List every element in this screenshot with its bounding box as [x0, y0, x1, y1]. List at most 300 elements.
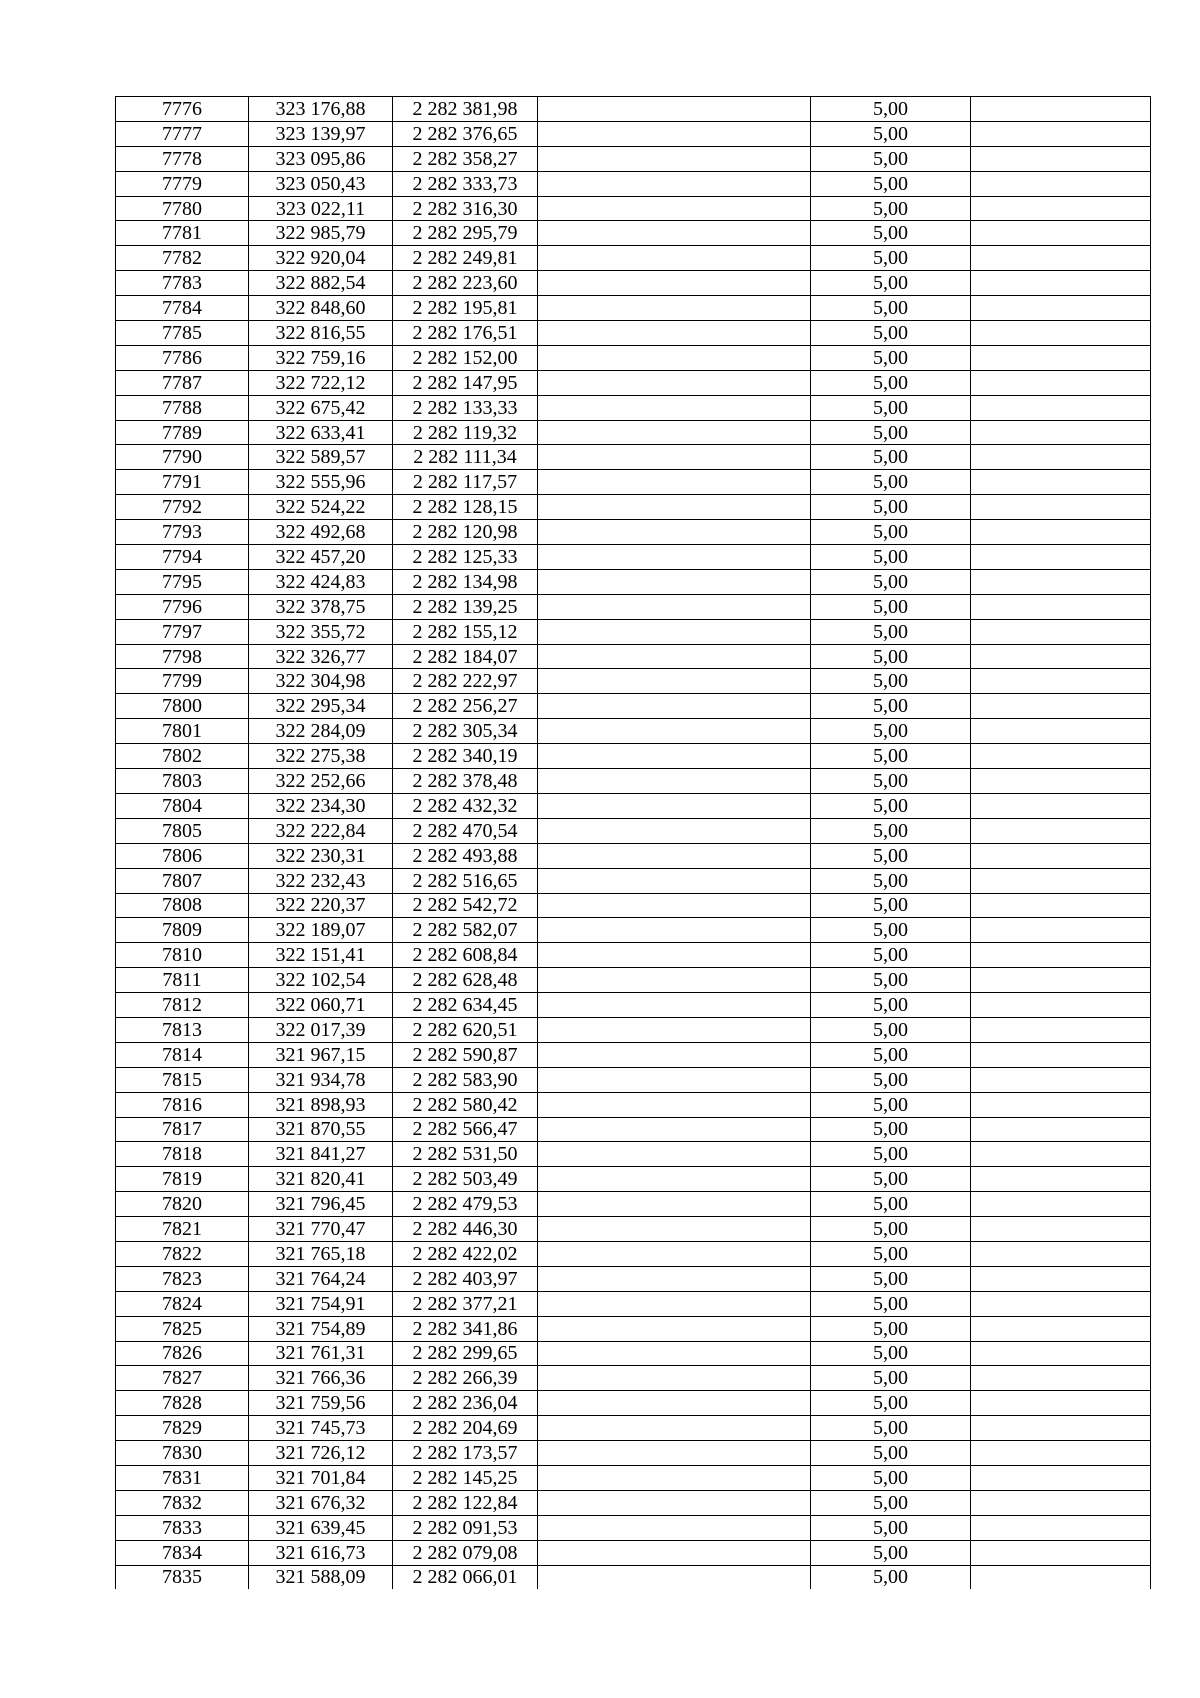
point-number-cell: 7825: [116, 1316, 249, 1341]
value-cell: 5,00: [811, 1391, 971, 1416]
value-cell: 5,00: [811, 221, 971, 246]
point-number-cell: 7823: [116, 1266, 249, 1291]
empty-cell: [971, 196, 1151, 221]
y-coordinate-cell: 2 282 133,33: [393, 395, 538, 420]
value-cell: 5,00: [811, 1341, 971, 1366]
table-row: [116, 221, 1151, 246]
value-cell: 5,00: [811, 619, 971, 644]
empty-cell: [971, 1291, 1151, 1316]
x-coordinate-cell: 321 766,36: [249, 1366, 393, 1391]
value-cell: 5,00: [811, 1192, 971, 1217]
empty-cell: [971, 1515, 1151, 1540]
table-row: [116, 121, 1151, 146]
empty-cell: [971, 221, 1151, 246]
x-coordinate-cell: 322 920,04: [249, 246, 393, 271]
coordinates-table-body: [116, 97, 1151, 1590]
empty-cell: [971, 1217, 1151, 1242]
value-cell: 5,00: [811, 171, 971, 196]
y-coordinate-cell: 2 282 066,01: [393, 1565, 538, 1589]
empty-cell: [971, 843, 1151, 868]
x-coordinate-cell: 322 252,66: [249, 769, 393, 794]
empty-cell: [971, 968, 1151, 993]
value-cell: 5,00: [811, 1266, 971, 1291]
empty-cell: [538, 221, 811, 246]
empty-cell: [538, 1291, 811, 1316]
empty-cell: [971, 495, 1151, 520]
value-cell: 5,00: [811, 1142, 971, 1167]
value-cell: 5,00: [811, 420, 971, 445]
table-row: [116, 793, 1151, 818]
y-coordinate-cell: 2 282 305,34: [393, 719, 538, 744]
y-coordinate-cell: 2 282 139,25: [393, 594, 538, 619]
point-number-cell: 7818: [116, 1142, 249, 1167]
y-coordinate-cell: 2 282 377,21: [393, 1291, 538, 1316]
point-number-cell: 7776: [116, 97, 249, 122]
value-cell: 5,00: [811, 445, 971, 470]
point-number-cell: 7831: [116, 1465, 249, 1490]
empty-cell: [538, 1092, 811, 1117]
y-coordinate-cell: 2 282 079,08: [393, 1540, 538, 1565]
y-coordinate-cell: 2 282 628,48: [393, 968, 538, 993]
empty-cell: [971, 1042, 1151, 1067]
y-coordinate-cell: 2 282 590,87: [393, 1042, 538, 1067]
x-coordinate-cell: 322 189,07: [249, 918, 393, 943]
value-cell: 5,00: [811, 868, 971, 893]
x-coordinate-cell: 323 095,86: [249, 146, 393, 171]
table-row: [116, 1291, 1151, 1316]
table-row: [116, 619, 1151, 644]
empty-cell: [538, 495, 811, 520]
y-coordinate-cell: 2 282 493,88: [393, 843, 538, 868]
table-row: [116, 1142, 1151, 1167]
y-coordinate-cell: 2 282 479,53: [393, 1192, 538, 1217]
y-coordinate-cell: 2 282 583,90: [393, 1067, 538, 1092]
table-row: [116, 97, 1151, 122]
empty-cell: [971, 1316, 1151, 1341]
table-row: [116, 594, 1151, 619]
x-coordinate-cell: 322 326,77: [249, 644, 393, 669]
x-coordinate-cell: 322 060,71: [249, 993, 393, 1018]
empty-cell: [971, 1092, 1151, 1117]
x-coordinate-cell: 321 676,32: [249, 1490, 393, 1515]
y-coordinate-cell: 2 282 378,48: [393, 769, 538, 794]
empty-cell: [538, 594, 811, 619]
empty-cell: [538, 545, 811, 570]
x-coordinate-cell: 321 754,91: [249, 1291, 393, 1316]
point-number-cell: 7826: [116, 1341, 249, 1366]
x-coordinate-cell: 321 870,55: [249, 1117, 393, 1142]
empty-cell: [538, 1266, 811, 1291]
empty-cell: [538, 420, 811, 445]
x-coordinate-cell: 321 934,78: [249, 1067, 393, 1092]
point-number-cell: 7797: [116, 619, 249, 644]
table-row: [116, 1092, 1151, 1117]
point-number-cell: 7777: [116, 121, 249, 146]
y-coordinate-cell: 2 282 111,34: [393, 445, 538, 470]
table-row: [116, 943, 1151, 968]
empty-cell: [971, 370, 1151, 395]
point-number-cell: 7827: [116, 1366, 249, 1391]
y-coordinate-cell: 2 282 446,30: [393, 1217, 538, 1242]
empty-cell: [538, 694, 811, 719]
value-cell: 5,00: [811, 644, 971, 669]
table-row: [116, 918, 1151, 943]
empty-cell: [538, 296, 811, 321]
x-coordinate-cell: 321 701,84: [249, 1465, 393, 1490]
x-coordinate-cell: 322 492,68: [249, 520, 393, 545]
x-coordinate-cell: 322 524,22: [249, 495, 393, 520]
x-coordinate-cell: 321 820,41: [249, 1167, 393, 1192]
empty-cell: [538, 744, 811, 769]
empty-cell: [971, 246, 1151, 271]
value-cell: 5,00: [811, 1416, 971, 1441]
y-coordinate-cell: 2 282 358,27: [393, 146, 538, 171]
empty-cell: [971, 97, 1151, 122]
value-cell: 5,00: [811, 1217, 971, 1242]
table-row: [116, 993, 1151, 1018]
table-row: [116, 495, 1151, 520]
table-row: [116, 545, 1151, 570]
value-cell: 5,00: [811, 1167, 971, 1192]
y-coordinate-cell: 2 282 432,32: [393, 793, 538, 818]
table-row: [116, 271, 1151, 296]
empty-cell: [971, 719, 1151, 744]
empty-cell: [971, 1416, 1151, 1441]
point-number-cell: 7830: [116, 1441, 249, 1466]
value-cell: 5,00: [811, 968, 971, 993]
y-coordinate-cell: 2 282 134,98: [393, 569, 538, 594]
point-number-cell: 7819: [116, 1167, 249, 1192]
table-row: [116, 1067, 1151, 1092]
value-cell: 5,00: [811, 1515, 971, 1540]
table-row: [116, 744, 1151, 769]
table-row: [116, 968, 1151, 993]
y-coordinate-cell: 2 282 316,30: [393, 196, 538, 221]
value-cell: 5,00: [811, 495, 971, 520]
coordinates-table: [115, 96, 1151, 1589]
point-number-cell: 7801: [116, 719, 249, 744]
empty-cell: [538, 121, 811, 146]
table-row: [116, 893, 1151, 918]
empty-cell: [538, 669, 811, 694]
x-coordinate-cell: 322 017,39: [249, 1017, 393, 1042]
empty-cell: [971, 1017, 1151, 1042]
x-coordinate-cell: 322 220,37: [249, 893, 393, 918]
y-coordinate-cell: 2 282 608,84: [393, 943, 538, 968]
value-cell: 5,00: [811, 818, 971, 843]
value-cell: 5,00: [811, 121, 971, 146]
value-cell: 5,00: [811, 1441, 971, 1466]
y-coordinate-cell: 2 282 091,53: [393, 1515, 538, 1540]
empty-cell: [971, 1341, 1151, 1366]
y-coordinate-cell: 2 282 503,49: [393, 1167, 538, 1192]
point-number-cell: 7811: [116, 968, 249, 993]
value-cell: 5,00: [811, 1316, 971, 1341]
value-cell: 5,00: [811, 1117, 971, 1142]
table-row: [116, 321, 1151, 346]
point-number-cell: 7817: [116, 1117, 249, 1142]
y-coordinate-cell: 2 282 117,57: [393, 470, 538, 495]
empty-cell: [971, 1490, 1151, 1515]
value-cell: 5,00: [811, 793, 971, 818]
empty-cell: [971, 1540, 1151, 1565]
point-number-cell: 7791: [116, 470, 249, 495]
x-coordinate-cell: 322 848,60: [249, 296, 393, 321]
empty-cell: [538, 1490, 811, 1515]
y-coordinate-cell: 2 282 422,02: [393, 1241, 538, 1266]
x-coordinate-cell: 321 745,73: [249, 1416, 393, 1441]
point-number-cell: 7793: [116, 520, 249, 545]
table-row: [116, 1490, 1151, 1515]
y-coordinate-cell: 2 282 122,84: [393, 1490, 538, 1515]
empty-cell: [971, 644, 1151, 669]
value-cell: 5,00: [811, 594, 971, 619]
table-row: [116, 818, 1151, 843]
value-cell: 5,00: [811, 993, 971, 1018]
point-number-cell: 7786: [116, 345, 249, 370]
point-number-cell: 7820: [116, 1192, 249, 1217]
empty-cell: [538, 1017, 811, 1042]
x-coordinate-cell: 321 764,24: [249, 1266, 393, 1291]
table-row: [116, 470, 1151, 495]
value-cell: 5,00: [811, 943, 971, 968]
empty-cell: [538, 345, 811, 370]
empty-cell: [538, 196, 811, 221]
point-number-cell: 7821: [116, 1217, 249, 1242]
x-coordinate-cell: 322 295,34: [249, 694, 393, 719]
table-row: [116, 1341, 1151, 1366]
empty-cell: [971, 1241, 1151, 1266]
empty-cell: [538, 968, 811, 993]
x-coordinate-cell: 322 985,79: [249, 221, 393, 246]
empty-cell: [538, 1416, 811, 1441]
point-number-cell: 7806: [116, 843, 249, 868]
x-coordinate-cell: 322 304,98: [249, 669, 393, 694]
y-coordinate-cell: 2 282 634,45: [393, 993, 538, 1018]
y-coordinate-cell: 2 282 152,00: [393, 345, 538, 370]
empty-cell: [538, 644, 811, 669]
value-cell: 5,00: [811, 345, 971, 370]
empty-cell: [538, 470, 811, 495]
empty-cell: [971, 669, 1151, 694]
empty-cell: [971, 420, 1151, 445]
empty-cell: [971, 569, 1151, 594]
empty-cell: [538, 1565, 811, 1589]
x-coordinate-cell: 321 796,45: [249, 1192, 393, 1217]
x-coordinate-cell: 322 457,20: [249, 545, 393, 570]
table-row: [116, 520, 1151, 545]
empty-cell: [538, 271, 811, 296]
empty-cell: [538, 321, 811, 346]
y-coordinate-cell: 2 282 566,47: [393, 1117, 538, 1142]
x-coordinate-cell: 322 102,54: [249, 968, 393, 993]
table-row: [116, 868, 1151, 893]
empty-cell: [971, 868, 1151, 893]
y-coordinate-cell: 2 282 145,25: [393, 1465, 538, 1490]
value-cell: 5,00: [811, 694, 971, 719]
x-coordinate-cell: 322 234,30: [249, 793, 393, 818]
point-number-cell: 7785: [116, 321, 249, 346]
point-number-cell: 7805: [116, 818, 249, 843]
empty-cell: [971, 993, 1151, 1018]
x-coordinate-cell: 322 633,41: [249, 420, 393, 445]
empty-cell: [538, 370, 811, 395]
table-row: [116, 1241, 1151, 1266]
empty-cell: [971, 769, 1151, 794]
point-number-cell: 7803: [116, 769, 249, 794]
x-coordinate-cell: 322 816,55: [249, 321, 393, 346]
empty-cell: [538, 246, 811, 271]
y-coordinate-cell: 2 282 125,33: [393, 545, 538, 570]
empty-cell: [538, 1142, 811, 1167]
x-coordinate-cell: 322 355,72: [249, 619, 393, 644]
point-number-cell: 7828: [116, 1391, 249, 1416]
empty-cell: [971, 619, 1151, 644]
empty-cell: [971, 1067, 1151, 1092]
x-coordinate-cell: 322 589,57: [249, 445, 393, 470]
table-row: [116, 345, 1151, 370]
empty-cell: [971, 793, 1151, 818]
table-row: [116, 694, 1151, 719]
empty-cell: [971, 1117, 1151, 1142]
empty-cell: [971, 594, 1151, 619]
table-row: [116, 1217, 1151, 1242]
x-coordinate-cell: 321 754,89: [249, 1316, 393, 1341]
y-coordinate-cell: 2 282 381,98: [393, 97, 538, 122]
empty-cell: [971, 321, 1151, 346]
empty-cell: [971, 744, 1151, 769]
y-coordinate-cell: 2 282 620,51: [393, 1017, 538, 1042]
value-cell: 5,00: [811, 1540, 971, 1565]
y-coordinate-cell: 2 282 295,79: [393, 221, 538, 246]
value-cell: 5,00: [811, 146, 971, 171]
empty-cell: [971, 296, 1151, 321]
x-coordinate-cell: 322 151,41: [249, 943, 393, 968]
x-coordinate-cell: 322 555,96: [249, 470, 393, 495]
y-coordinate-cell: 2 282 333,73: [393, 171, 538, 196]
empty-cell: [971, 1465, 1151, 1490]
x-coordinate-cell: 321 761,31: [249, 1341, 393, 1366]
empty-cell: [538, 445, 811, 470]
x-coordinate-cell: 322 230,31: [249, 843, 393, 868]
value-cell: 5,00: [811, 395, 971, 420]
value-cell: 5,00: [811, 97, 971, 122]
y-coordinate-cell: 2 282 531,50: [393, 1142, 538, 1167]
table-row: [116, 1117, 1151, 1142]
point-number-cell: 7783: [116, 271, 249, 296]
x-coordinate-cell: 323 022,11: [249, 196, 393, 221]
table-row: [116, 395, 1151, 420]
empty-cell: [971, 1391, 1151, 1416]
y-coordinate-cell: 2 282 176,51: [393, 321, 538, 346]
empty-cell: [538, 893, 811, 918]
y-coordinate-cell: 2 282 376,65: [393, 121, 538, 146]
point-number-cell: 7808: [116, 893, 249, 918]
y-coordinate-cell: 2 282 582,07: [393, 918, 538, 943]
empty-cell: [971, 893, 1151, 918]
empty-cell: [971, 818, 1151, 843]
y-coordinate-cell: 2 282 147,95: [393, 370, 538, 395]
empty-cell: [971, 345, 1151, 370]
value-cell: 5,00: [811, 520, 971, 545]
value-cell: 5,00: [811, 246, 971, 271]
x-coordinate-cell: 322 759,16: [249, 345, 393, 370]
x-coordinate-cell: 321 726,12: [249, 1441, 393, 1466]
value-cell: 5,00: [811, 1465, 971, 1490]
point-number-cell: 7782: [116, 246, 249, 271]
empty-cell: [538, 818, 811, 843]
x-coordinate-cell: 323 139,97: [249, 121, 393, 146]
empty-cell: [538, 395, 811, 420]
empty-cell: [971, 1266, 1151, 1291]
value-cell: 5,00: [811, 370, 971, 395]
x-coordinate-cell: 323 050,43: [249, 171, 393, 196]
empty-cell: [538, 146, 811, 171]
point-number-cell: 7812: [116, 993, 249, 1018]
y-coordinate-cell: 2 282 128,15: [393, 495, 538, 520]
point-number-cell: 7779: [116, 171, 249, 196]
value-cell: 5,00: [811, 296, 971, 321]
value-cell: 5,00: [811, 321, 971, 346]
value-cell: 5,00: [811, 669, 971, 694]
table-row: [116, 669, 1151, 694]
point-number-cell: 7832: [116, 1490, 249, 1515]
x-coordinate-cell: 321 841,27: [249, 1142, 393, 1167]
y-coordinate-cell: 2 282 249,81: [393, 246, 538, 271]
value-cell: 5,00: [811, 719, 971, 744]
empty-cell: [971, 1441, 1151, 1466]
empty-cell: [538, 1391, 811, 1416]
empty-cell: [538, 1192, 811, 1217]
point-number-cell: 7792: [116, 495, 249, 520]
table-row: [116, 146, 1151, 171]
y-coordinate-cell: 2 282 266,39: [393, 1366, 538, 1391]
empty-cell: [538, 1117, 811, 1142]
table-row: [116, 1042, 1151, 1067]
empty-cell: [971, 918, 1151, 943]
y-coordinate-cell: 2 282 256,27: [393, 694, 538, 719]
table-row: [116, 420, 1151, 445]
empty-cell: [538, 569, 811, 594]
empty-cell: [971, 1366, 1151, 1391]
y-coordinate-cell: 2 282 195,81: [393, 296, 538, 321]
table-row: [116, 1266, 1151, 1291]
table-row: [116, 719, 1151, 744]
x-coordinate-cell: 322 275,38: [249, 744, 393, 769]
empty-cell: [971, 1565, 1151, 1589]
value-cell: 5,00: [811, 470, 971, 495]
x-coordinate-cell: 322 882,54: [249, 271, 393, 296]
x-coordinate-cell: 321 967,15: [249, 1042, 393, 1067]
point-number-cell: 7814: [116, 1042, 249, 1067]
y-coordinate-cell: 2 282 340,19: [393, 744, 538, 769]
empty-cell: [971, 395, 1151, 420]
table-row: [116, 1565, 1151, 1589]
point-number-cell: 7788: [116, 395, 249, 420]
empty-cell: [538, 918, 811, 943]
point-number-cell: 7789: [116, 420, 249, 445]
empty-cell: [971, 545, 1151, 570]
value-cell: 5,00: [811, 769, 971, 794]
table-row: [116, 1316, 1151, 1341]
table-row: [116, 445, 1151, 470]
table-row: [116, 1391, 1151, 1416]
point-number-cell: 7794: [116, 545, 249, 570]
table-row: [116, 171, 1151, 196]
y-coordinate-cell: 2 282 173,57: [393, 1441, 538, 1466]
empty-cell: [538, 97, 811, 122]
point-number-cell: 7800: [116, 694, 249, 719]
